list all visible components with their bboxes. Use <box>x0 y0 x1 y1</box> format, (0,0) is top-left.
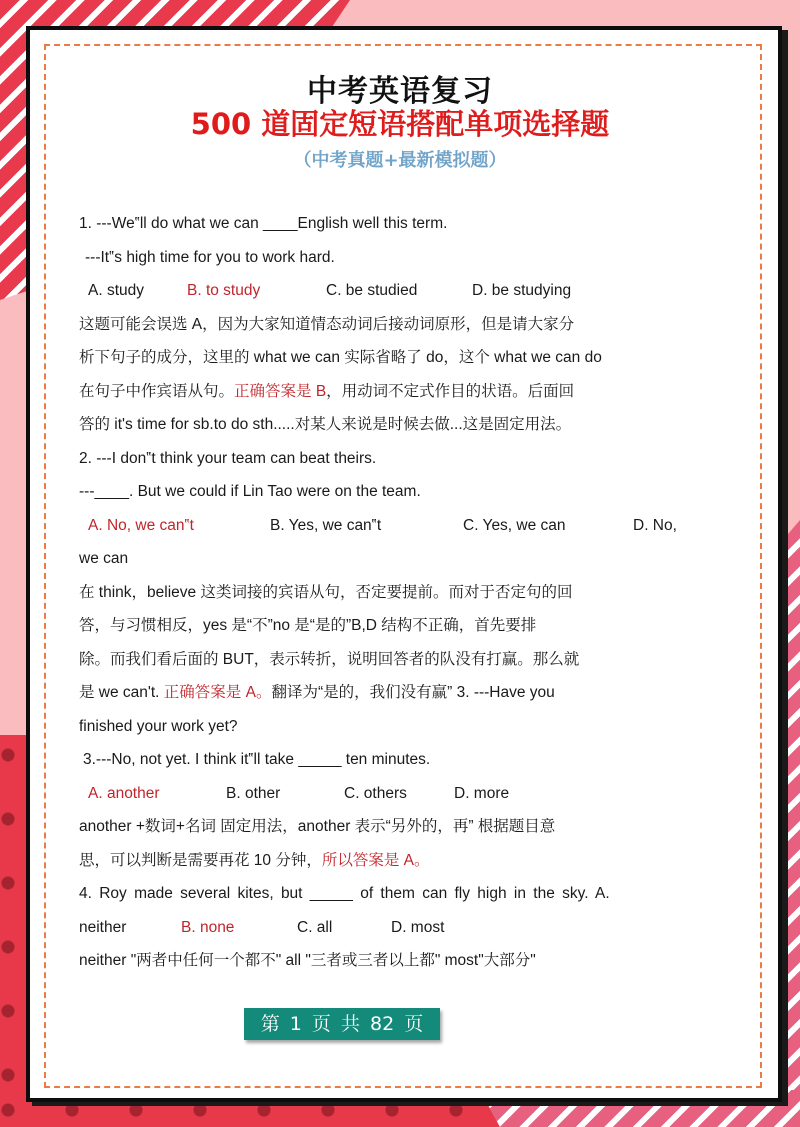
page-number-badge: 第 1 页 共 82 页 <box>244 1008 440 1040</box>
option-d: D. be studying <box>472 282 572 299</box>
question-3-options <box>50 777 650 811</box>
option-a-correct: A. another <box>88 784 160 802</box>
explanation-text: 是 we can't. <box>79 684 164 701</box>
document-tagline: （中考真题+最新模拟题） <box>293 150 507 171</box>
option-c: C. be studied <box>326 282 418 299</box>
option-d: D. No, <box>633 516 677 534</box>
explanation-1-line-1: 这题可能会误选 A，因为大家知道情态动词后接动词原形，但是请大家分 <box>79 315 575 333</box>
option-b-correct: B. to study <box>187 282 261 299</box>
explanation-2-line-1: 在 think，believe 这类词接的宾语从句，否定要提前。而对于否定句的回 <box>79 583 573 601</box>
explanation-2-line-3: 除。而我们看后面的 BUT，表示转折，说明回答者的队没有打赢。那么就 <box>79 650 580 668</box>
explanation-1-line-3 <box>50 375 650 409</box>
explanation-text: 翻译为“是的，我们没有赢” 3. ---Have you <box>271 684 555 701</box>
explanation-2-line-2: 答，与习惯相反，yes 是“不”no 是“是的”B,D 结构不正确，首先要排 <box>79 617 537 634</box>
document-subtitle: 500 道固定短语搭配单项选择题 <box>190 107 610 141</box>
document-title: 中考英语复习 <box>307 74 493 109</box>
option-a-correct: A. No, we can‟t <box>88 516 194 534</box>
option-c: C. others <box>344 784 407 802</box>
question-2-options <box>50 509 677 543</box>
option-b: B. other <box>226 784 281 802</box>
explanation-3-line-2 <box>50 844 650 878</box>
question-1-stem: 1. ---We‟ll do what we can ____English well this term. <box>79 215 448 232</box>
explanation-2-line-4 <box>50 676 650 710</box>
question-1-options <box>50 274 650 308</box>
explanation-4-line-1: neither "两者中任何一个都不" all "三者或三者以上都" most"大部分" <box>79 952 536 969</box>
question-2-stem: 2. ---I don‟t think your team can beat theirs. <box>79 449 377 467</box>
answer-label: 正确答案是 B <box>234 382 327 400</box>
answer-label: 正确答案是 A。 <box>163 684 272 701</box>
option-a: A. study <box>88 282 144 299</box>
option-d: D. most <box>391 918 445 936</box>
explanation-text: 在句子中作宾语从句。 <box>79 382 235 400</box>
option-b: B. Yes, we can‟t <box>270 516 382 534</box>
explanation-text: ，用动词不定式作目的状语。后面回 <box>326 382 575 400</box>
explanation-1-line-2: 析下句子的成分，这里的 what we can 实际省略了 do，这个 what we can do <box>79 349 602 366</box>
question-4-stem: 4. Roy made several kites, but _____ of them can fly high in the sky. A. <box>79 885 610 902</box>
question-2-reply: ---____. But we could if Lin Tao were on the team. <box>79 483 421 500</box>
option-c: C. all <box>297 918 333 936</box>
option-b-correct: B. none <box>181 918 235 936</box>
question-3-stem: 3.---No, not yet. I think it‟ll take _____ ten minutes. <box>83 751 431 768</box>
option-d: D. more <box>454 784 510 802</box>
question-2-option-wrap: we can <box>79 550 129 567</box>
explanation-1-line-4: 答的 it's time for sb.to do sth.....对某人来说是时候去做...这是固定用法。 <box>79 416 572 433</box>
explanation-text: 思，可以判断是需要再花 10 分钟， <box>79 851 322 869</box>
question-4-options <box>50 911 650 945</box>
answer-label: 所以答案是 A。 <box>321 851 430 869</box>
explanation-3-line-1: another +数词+名词 固定用法，another 表示“另外的，再” 根据题目意 <box>79 818 556 835</box>
explanation-2-line-5: finished your work yet? <box>79 717 238 735</box>
option-c: C. Yes, we can <box>463 516 566 534</box>
question-1-reply: ---It‟s high time for you to work hard. <box>85 248 335 266</box>
option-a: neither <box>79 918 127 936</box>
question-content <box>50 207 677 978</box>
